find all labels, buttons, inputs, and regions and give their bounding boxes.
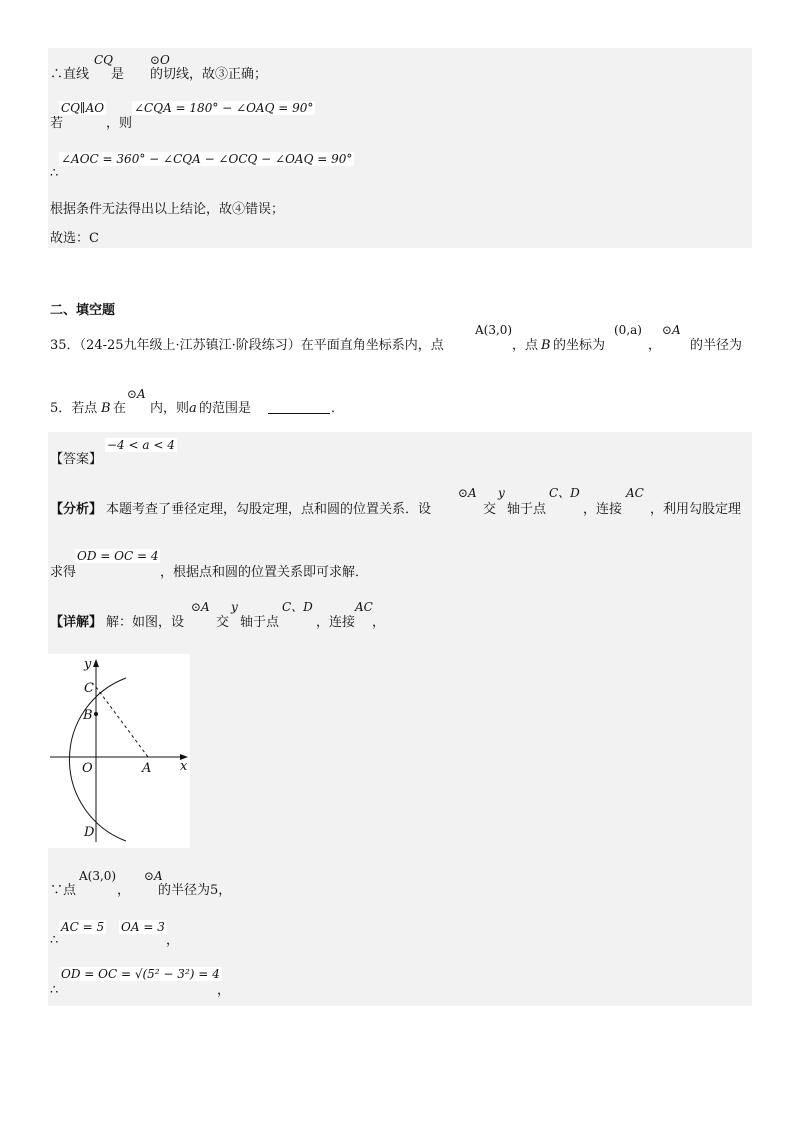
analysis-text-b: 交 — [483, 502, 497, 517]
label-o: O — [82, 761, 93, 776]
label-y: y — [84, 657, 92, 672]
q35-line2-g: ． — [331, 401, 345, 416]
detail-text-c: 轴于点 — [240, 615, 280, 630]
text-line-tangent-post: 的切线，故③正确； — [150, 67, 268, 82]
detail-math-cd: C、D — [282, 600, 313, 614]
analysis-math-ac: AC — [626, 486, 644, 500]
analysis-text-a: 本题考查了垂径定理，勾股定理，点和圆的位置关系．设 — [106, 502, 432, 517]
analysis-text-c: 轴于点 — [507, 502, 547, 517]
detail-math-ac: AC — [355, 600, 373, 614]
coordinate-figure — [48, 654, 190, 848]
detail-text-a: 解：如图，设 — [106, 615, 185, 630]
math-answer: −4 < a < 4 — [107, 438, 175, 452]
step1-text-a: ∵点 — [50, 883, 77, 898]
q35-text-b: ，点 — [512, 338, 539, 353]
detail-label: 【详解】 — [50, 615, 103, 630]
text-line-tangent-pre: ∴直线 — [50, 67, 90, 82]
math-circle-a: ⊙A — [662, 323, 681, 337]
q35-line2-c: 在 — [113, 401, 127, 416]
step1-text-c: 的半径为5， — [158, 883, 232, 898]
math-point-a: A(3,0) — [475, 323, 513, 337]
text-then: ，则 — [106, 116, 133, 131]
analysis-math-od-oc: OD = OC = 4 — [77, 549, 159, 563]
text-choice: 故选：C — [50, 231, 99, 246]
label-a: A — [142, 761, 152, 776]
analysis-text-g: ，根据点和圆的位置关系即可求解． — [160, 565, 369, 580]
q35-text-coord-label: 的坐标为 — [553, 338, 606, 353]
label-x: x — [180, 759, 188, 774]
analysis-text-e: ，利用勾股定理 — [650, 502, 742, 517]
step2-text-b: ， — [166, 933, 180, 948]
detail-text-d: ，连接 — [316, 615, 356, 630]
step2-text-a: ∴ — [50, 933, 59, 948]
label-b: B — [83, 708, 93, 723]
section-title: 二、填空题 — [50, 303, 116, 318]
text-if: 若 — [50, 116, 64, 131]
step1-text-b: ， — [117, 883, 131, 898]
step2-math-oa: OA = 3 — [121, 920, 165, 934]
step3-math-od: OD = OC = √(5² − 3²) = 4 — [61, 967, 220, 981]
label-d: D — [84, 825, 95, 840]
math-circle-a-2: ⊙A — [127, 387, 146, 401]
step1-math-a: A(3,0) — [79, 869, 117, 883]
analysis-math-circle-a: ⊙A — [458, 486, 477, 500]
math-cq: CQ — [94, 53, 114, 67]
answer-label: 【答案】 — [50, 452, 103, 467]
math-point-b-coord: (0,a) — [614, 323, 642, 337]
text-conclusion-wrong: 根据条件无法得出以上结论，故④错误； — [50, 202, 285, 217]
answer-blank — [268, 402, 330, 417]
analysis-math-y: y — [498, 486, 505, 500]
q35-text-comma: ， — [648, 338, 662, 353]
step1-math-circle: ⊙A — [144, 869, 163, 883]
text-therefore: ∴ — [50, 166, 59, 181]
detail-text-e: ， — [372, 615, 386, 630]
point-b — [94, 712, 98, 716]
analysis-text-f: 求得 — [50, 565, 77, 580]
detail-math-circle-a: ⊙A — [191, 600, 210, 614]
step3-text-b: ， — [217, 983, 231, 998]
step3-text-a: ∴ — [50, 983, 59, 998]
detail-math-y: y — [231, 600, 238, 614]
q35-text-a: 35．（24-25九年级上·江苏镇江·阶段练习）在平面直角坐标系内，点 — [50, 338, 444, 353]
q35-line2-e: a — [189, 401, 197, 416]
math-cq-parallel-ao: CQ∥AO — [61, 101, 105, 115]
step2-math-ac: AC = 5 — [61, 920, 105, 934]
math-angle-cqa: ∠CQA = 180° − ∠OAQ = 90° — [134, 101, 314, 115]
detail-text-b: 交 — [216, 615, 230, 630]
analysis-label: 【分析】 — [50, 502, 103, 517]
math-angle-aoc: ∠AOC = 360° − ∠CQA − ∠OCQ − ∠OAQ = 90° — [61, 152, 353, 166]
q35-line2-a: 5．若点 — [50, 401, 98, 416]
label-c: C — [84, 681, 94, 696]
text-line-tangent-mid: 是 — [111, 67, 125, 82]
q35-line2-b: B — [101, 401, 111, 416]
analysis-text-d: ，连接 — [583, 502, 623, 517]
q35-text-radius-label: 的半径为 — [690, 338, 743, 353]
analysis-math-cd: C、D — [549, 486, 580, 500]
q35-line2-d: 内，则 — [150, 401, 190, 416]
q35-line2-f: 的范围是 — [199, 401, 252, 416]
q35-text-point-b: B — [541, 338, 551, 353]
math-circle-o: ⊙O — [150, 53, 170, 67]
